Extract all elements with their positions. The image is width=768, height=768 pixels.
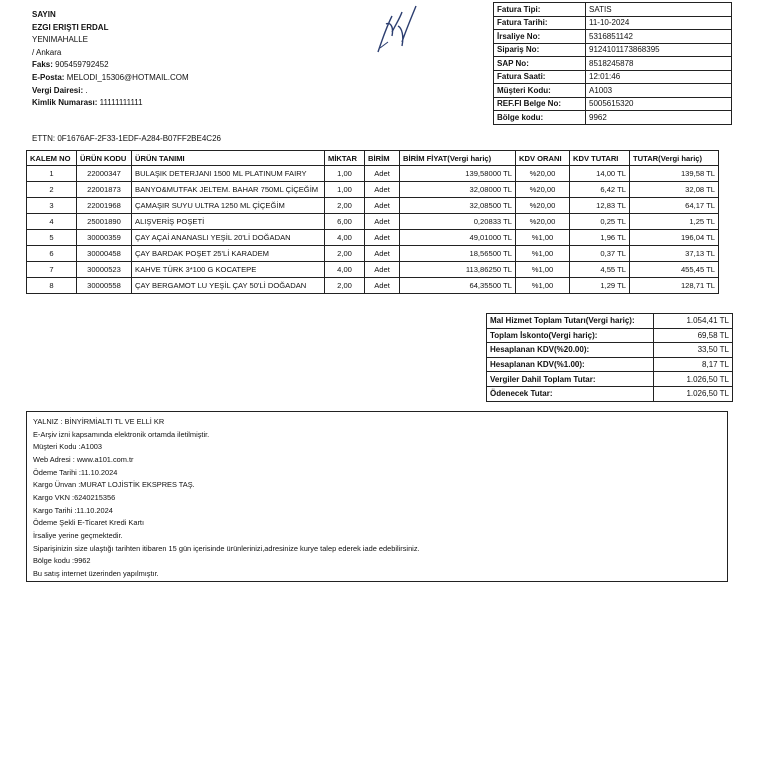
- table-cell: 4,00: [325, 230, 365, 246]
- table-cell: 64,35500 TL: [400, 278, 516, 294]
- table-cell: 22000347: [77, 166, 132, 182]
- total-row: [487, 357, 733, 372]
- table-cell: 1: [27, 166, 77, 182]
- table-cell: 1,00: [325, 166, 365, 182]
- info-row: [494, 16, 732, 30]
- info-label: İrsaliye No:: [494, 30, 586, 44]
- total-row: [487, 314, 733, 329]
- table-cell: 49,01000 TL: [400, 230, 516, 246]
- table-cell: 1,29 TL: [570, 278, 630, 294]
- table-cell: 196,04 TL: [630, 230, 719, 246]
- table-cell: 6: [27, 246, 77, 262]
- info-row: [494, 84, 732, 98]
- total-row: [487, 328, 733, 343]
- buyer-tax-office: Vergi Dairesi: .: [32, 85, 88, 95]
- table-row: [27, 278, 719, 294]
- table-cell: 0,25 TL: [570, 214, 630, 230]
- total-row: [487, 343, 733, 358]
- total-value: 1.026,50 TL: [654, 386, 733, 401]
- table-row: [27, 198, 719, 214]
- table-cell: BANYO&MUTFAK JELTEM. BAHAR 750ML ÇİÇEĞİM: [132, 182, 325, 198]
- table-cell: ÇAY BERGAMOT LU YEŞİL ÇAY 50'Lİ DOĞADAN: [132, 278, 325, 294]
- info-row: [494, 70, 732, 84]
- table-cell: %1,00: [516, 278, 570, 294]
- table-cell: %20,00: [516, 166, 570, 182]
- table-cell: 139,58000 TL: [400, 166, 516, 182]
- total-label: Hesaplanan KDV(%20.00):: [487, 343, 654, 358]
- table-cell: 0,37 TL: [570, 246, 630, 262]
- table-cell: %20,00: [516, 182, 570, 198]
- info-label: Fatura Saati:: [494, 70, 586, 84]
- info-label: REF.FI Belge No:: [494, 97, 586, 111]
- info-value: 9962: [586, 111, 732, 125]
- total-value: 1.026,50 TL: [654, 372, 733, 387]
- table-cell: 1,00: [325, 182, 365, 198]
- info-value: SATIS: [586, 3, 732, 17]
- table-cell: KAHVE TÜRK 3*100 G KOCATEPE: [132, 262, 325, 278]
- items-header-cell: ÜRÜN TANIMI: [132, 151, 325, 166]
- info-label: Fatura Tarihi:: [494, 16, 586, 30]
- table-cell: ÇAY BARDAK POŞET 25'Lİ KARADEM: [132, 246, 325, 262]
- table-cell: Adet: [365, 262, 400, 278]
- table-cell: 6,00: [325, 214, 365, 230]
- table-cell: 30000359: [77, 230, 132, 246]
- items-table: [26, 150, 719, 294]
- buyer-fax: Faks: 905459792452: [32, 60, 109, 70]
- info-row: [494, 30, 732, 44]
- note-line: Kargo VKN :6240215356: [33, 492, 116, 502]
- table-cell: Adet: [365, 182, 400, 198]
- table-cell: 14,00 TL: [570, 166, 630, 182]
- note-line: İrsaliye yerine geçmektedir.: [33, 530, 123, 540]
- total-label: Toplam İskonto(Vergi hariç):: [487, 328, 654, 343]
- items-header-cell: ÜRÜN KODU: [77, 151, 132, 166]
- buyer-name: EZGI ERIŞTI ERDAL: [32, 22, 109, 32]
- info-row: [494, 3, 732, 17]
- table-cell: 1,25 TL: [630, 214, 719, 230]
- info-row: [494, 111, 732, 125]
- table-cell: 2,00: [325, 246, 365, 262]
- table-cell: 18,56500 TL: [400, 246, 516, 262]
- total-value: 69,58 TL: [654, 328, 733, 343]
- table-cell: BULAŞIK DETERJANI 1500 ML PLATINUM FAIRY: [132, 166, 325, 182]
- table-cell: %1,00: [516, 246, 570, 262]
- total-row: [487, 386, 733, 401]
- table-cell: 64,17 TL: [630, 198, 719, 214]
- info-value: 5005615320: [586, 97, 732, 111]
- items-header-cell: BİRİM: [365, 151, 400, 166]
- info-value: 12:01:46: [586, 70, 732, 84]
- table-cell: Adet: [365, 278, 400, 294]
- table-cell: 0,20833 TL: [400, 214, 516, 230]
- table-cell: 30000558: [77, 278, 132, 294]
- table-cell: Adet: [365, 246, 400, 262]
- table-cell: 30000458: [77, 246, 132, 262]
- info-label: Müşteri Kodu:: [494, 84, 586, 98]
- note-line: Bu satış internet üzerinden yapılmıştır.: [33, 568, 159, 578]
- table-cell: 32,08000 TL: [400, 182, 516, 198]
- table-cell: 32,08500 TL: [400, 198, 516, 214]
- table-cell: Adet: [365, 166, 400, 182]
- info-label: Bölge kodu:: [494, 111, 586, 125]
- items-header-cell: BİRİM FİYAT(Vergi hariç): [400, 151, 516, 166]
- table-cell: 4,00: [325, 262, 365, 278]
- table-cell: 113,86250 TL: [400, 262, 516, 278]
- note-line: Kargo Tarihi :11.10.2024: [33, 505, 113, 515]
- table-cell: 4,55 TL: [570, 262, 630, 278]
- invoice-info-table: [493, 2, 732, 125]
- table-cell: 5: [27, 230, 77, 246]
- total-value: 1.054,41 TL: [654, 314, 733, 329]
- table-cell: %20,00: [516, 198, 570, 214]
- table-row: [27, 230, 719, 246]
- items-header-cell: KALEM NO: [27, 151, 77, 166]
- buyer-address-2: / Ankara: [32, 47, 62, 57]
- table-cell: 32,08 TL: [630, 182, 719, 198]
- table-cell: 7: [27, 262, 77, 278]
- buyer-id: Kimlik Numarası: 11111111111: [32, 98, 143, 108]
- info-value: A1003: [586, 84, 732, 98]
- buyer-address-1: YENIMAHALLE: [32, 35, 89, 45]
- buyer-email: E-Posta: MELODI_15306@HOTMAIL.COM: [32, 72, 189, 82]
- table-cell: ALIŞVERİŞ POŞETİ: [132, 214, 325, 230]
- table-cell: 30000523: [77, 262, 132, 278]
- table-cell: 128,71 TL: [630, 278, 719, 294]
- items-header-cell: KDV ORANI: [516, 151, 570, 166]
- table-cell: Adet: [365, 198, 400, 214]
- table-row: [27, 246, 719, 262]
- table-cell: 1,96 TL: [570, 230, 630, 246]
- table-row: [27, 166, 719, 182]
- info-row: [494, 43, 732, 57]
- table-cell: 455,45 TL: [630, 262, 719, 278]
- table-cell: 4: [27, 214, 77, 230]
- ettn: ETTN: 0F1676AF-2F33-1EDF-A284-B07FF2BE4C26: [32, 134, 221, 143]
- note-line: Web Adresi : www.a101.com.tr: [33, 454, 134, 464]
- buyer-greeting: SAYIN: [32, 10, 56, 19]
- note-line: Kargo Ünvan :MURAT LOJİSTİK EKSPRES TAŞ.: [33, 480, 195, 490]
- table-row: [27, 182, 719, 198]
- table-cell: 8: [27, 278, 77, 294]
- info-value: 9124101173868395: [586, 43, 732, 57]
- table-cell: 37,13 TL: [630, 246, 719, 262]
- table-cell: ÇAY AÇAİ ANANASLI YEŞİL 20'Lİ DOĞADAN: [132, 230, 325, 246]
- info-label: SAP No:: [494, 57, 586, 71]
- note-line: Müşteri Kodu :A1003: [33, 442, 103, 452]
- info-value: 5316851142: [586, 30, 732, 44]
- table-cell: ÇAMAŞIR SUYU ULTRA 1250 ML ÇİÇEĞİM: [132, 198, 325, 214]
- table-cell: %20,00: [516, 214, 570, 230]
- table-cell: Adet: [365, 214, 400, 230]
- totals-table: [486, 313, 733, 402]
- table-row: [27, 214, 719, 230]
- table-cell: 6,42 TL: [570, 182, 630, 198]
- table-cell: Adet: [365, 230, 400, 246]
- table-cell: 2,00: [325, 198, 365, 214]
- note-line: Bölge kodu :9962: [33, 556, 91, 566]
- table-cell: 12,83 TL: [570, 198, 630, 214]
- info-row: [494, 57, 732, 71]
- table-cell: 3: [27, 198, 77, 214]
- total-value: 8,17 TL: [654, 357, 733, 372]
- table-cell: %1,00: [516, 230, 570, 246]
- table-row: [27, 262, 719, 278]
- info-row: [494, 97, 732, 111]
- info-label: Fatura Tipi:: [494, 3, 586, 17]
- total-label: Ödenecek Tutar:: [487, 386, 654, 401]
- info-value: 11-10-2024: [586, 16, 732, 30]
- notes-box: [26, 411, 728, 582]
- table-cell: 25001890: [77, 214, 132, 230]
- note-line: YALNIZ : BİNYİRMİALTI TL VE ELLİ KR: [33, 417, 165, 426]
- table-cell: 2: [27, 182, 77, 198]
- info-label: Sipariş No:: [494, 43, 586, 57]
- total-label: Hesaplanan KDV(%1.00):: [487, 357, 654, 372]
- table-cell: 22001968: [77, 198, 132, 214]
- total-value: 33,50 TL: [654, 343, 733, 358]
- buyer-info: [32, 9, 189, 110]
- note-line: E-Arşiv izni kapsamında elektronik ortamda iletilmiştir.: [33, 429, 210, 439]
- note-line: Ödeme Tarihi :11.10.2024: [33, 467, 118, 477]
- signature-icon: [372, 2, 420, 58]
- table-cell: 2,00: [325, 278, 365, 294]
- table-cell: %1,00: [516, 262, 570, 278]
- items-header-cell: TUTAR(Vergi hariç): [630, 151, 719, 166]
- total-row: [487, 372, 733, 387]
- note-line: Ödeme Şekli E-Ticaret Kredi Kartı: [33, 518, 145, 528]
- total-label: Mal Hizmet Toplam Tutarı(Vergi hariç):: [487, 314, 654, 329]
- items-header-cell: KDV TUTARI: [570, 151, 630, 166]
- info-value: 8518245878: [586, 57, 732, 71]
- items-header-cell: MİKTAR: [325, 151, 365, 166]
- table-cell: 139,58 TL: [630, 166, 719, 182]
- total-label: Vergiler Dahil Toplam Tutar:: [487, 372, 654, 387]
- table-cell: 22001873: [77, 182, 132, 198]
- note-line: Siparişinizin size ulaştığı tarihten itibaren 15 gün içerisinde ürünlerinizi,adresinize kurye talep ederek iade edebilirsiniz.: [33, 543, 420, 553]
